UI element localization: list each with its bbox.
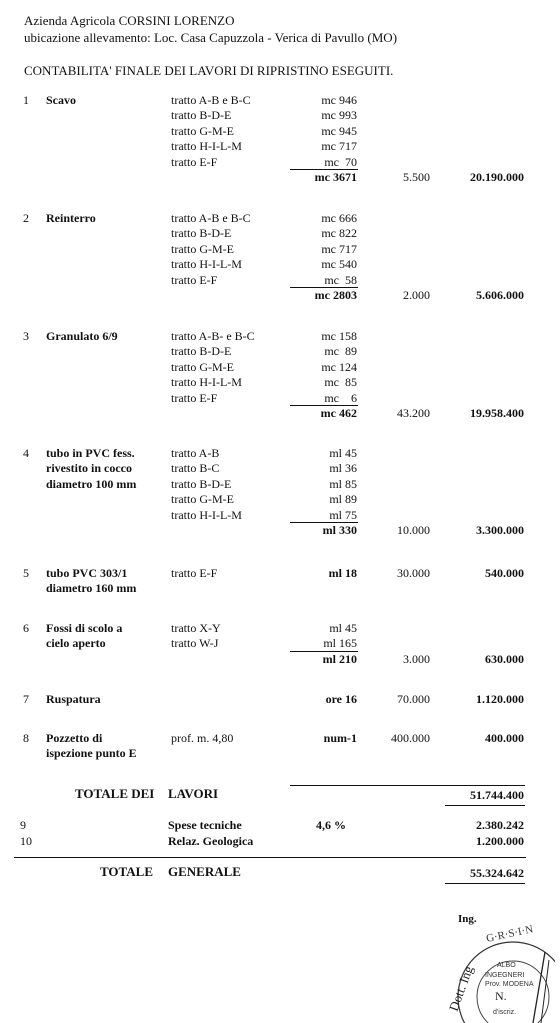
item-amount: 630.000 [485,651,524,666]
unit-price: 3.000 [403,651,430,666]
item-name: diametro 160 mm [46,581,137,596]
seal-graphic [445,912,555,1023]
section-label: tratto H-I-L-M [171,375,242,390]
section-quantity: mc 993 [321,108,357,123]
svg-text:ALBO: ALBO [497,962,516,969]
totale-generale-amount: 55.324.642 [470,866,524,880]
professional-seal-stamp [445,912,555,1023]
section-label: tratto B-C [171,461,220,476]
section-label: tratto A-B- e B-C [171,329,255,343]
item-name: cielo aperto [46,636,106,651]
section-label: tratto B-D-E [171,108,232,123]
totale-lavori-rule [290,785,525,786]
section-label: tratto E-F [171,154,218,169]
item-name: Reinterro [46,211,96,225]
section-quantity: ml 165 [323,636,357,651]
totale-lavori-label-2: LAVORI [168,786,219,801]
section-label: tratto A-B [171,446,220,460]
item-name: rivestito in cocco [46,461,132,476]
item-amount: 540.000 [485,566,524,580]
item-name: Scavo [46,93,76,107]
section-quantity: ml 45 [329,621,357,635]
unit-price: 43.200 [397,406,430,420]
unit-price: 70.000 [397,692,430,706]
svg-text:Prov. MODENA: Prov. MODENA [485,981,534,988]
item-number: 1 [23,93,29,107]
total-quantity: ore 16 [325,692,357,706]
item-number: 8 [23,731,29,745]
total-quantity: ml 18 [328,566,357,580]
section-label: tratto B-D-E [171,226,232,241]
section-quantity: ml 75 [329,507,357,522]
item-number: 5 [23,566,29,580]
section-label: tratto A-B e B-C [171,93,251,107]
section-label: tratto E-F [171,272,218,287]
total-quantity: mc 2803 [314,288,357,302]
document-title: CONTABILITA' FINALE DEI LAVORI DI RIPRISTINO ESEGUITI. [24,63,394,78]
signature-text: Ing. [458,913,477,925]
totale-generale-label-2: GENERALE [168,864,241,879]
svg-text:G·R·S·I·N: G·R·S·I·N [485,923,535,945]
item-amount: 20.190.000 [470,170,524,184]
item-number: 7 [23,692,29,706]
total-quantity: mc 3671 [314,170,357,184]
section-quantity: ml 36 [329,461,357,476]
section-quantity: ml 85 [329,476,357,491]
section-label: tratto A-B e B-C [171,211,251,225]
section-label: tratto E-F [171,566,218,580]
section-label: tratto H-I-L-M [171,139,242,154]
unit-price: 2.000 [403,288,430,302]
extra-num: 10 [20,834,32,848]
item-number: 3 [23,329,29,343]
item-number: 2 [23,211,29,225]
section-quantity: mc 58 [324,272,357,287]
item-name: tubo PVC 303/1 [46,566,128,580]
section-quantity: ml 45 [329,446,357,460]
section-quantity: mc 666 [321,211,357,225]
item-amount: 5.606.000 [476,288,524,302]
section-label: tratto B-D-E [171,344,232,359]
section-label: tratto G-M-E [171,123,234,138]
section-label: tratto X-Y [171,621,221,635]
section-label: tratto W-J [171,636,219,651]
section-quantity: mc 89 [324,344,357,359]
item-amount: 1.120.000 [476,692,524,706]
extra-amount: 2.380.242 [476,818,524,832]
section-quantity: mc 85 [324,375,357,390]
section-label: tratto G-M-E [171,359,234,374]
item-name: Ruspatura [46,692,101,706]
section-quantity: mc 717 [321,139,357,154]
svg-text:d'iscriz.: d'iscriz. [493,1009,517,1016]
section-quantity: mc 822 [321,226,357,241]
section-quantity: mc 540 [321,257,357,272]
section-quantity: mc 124 [321,359,357,374]
total-quantity: mc 462 [320,406,357,420]
extra-amount: 1.200.000 [476,834,524,848]
item-amount: 400.000 [485,731,524,745]
section-quantity: mc 946 [321,93,357,107]
totale-generale-label-1: TOTALE [100,864,153,879]
extra-percentage: 4,6 % [316,818,346,832]
item-name: Pozzetto di [46,731,103,745]
totale-generale-underline [445,883,525,884]
item-number: 6 [23,621,29,635]
svg-text:INGEGNERI: INGEGNERI [485,972,525,979]
extra-label: Relaz. Geologica [168,834,254,848]
section-label: tratto H-I-L-M [171,507,242,522]
section-label: tratto G-M-E [171,241,234,256]
extra-num: 9 [20,818,26,832]
unit-price: 10.000 [397,523,430,537]
total-quantity: num-1 [323,731,357,745]
section-quantity: ml 89 [329,492,357,507]
totale-lavori-label-1: TOTALE DEI [75,786,155,801]
total-quantity: ml 330 [322,523,357,537]
section-label: tratto B-D-E [171,476,232,491]
item-name: ispezione punto E [46,746,137,761]
unit-price: 5.500 [403,170,430,184]
section-label: tratto E-F [171,390,218,405]
grand-total-rule [14,857,526,858]
item-amount: 19.958.400 [470,406,524,420]
company-name: Azienda Agricola CORSINI LORENZO [24,13,235,28]
section-label: prof. m. 4,80 [171,731,234,745]
svg-text:Dott. Ing: Dott. Ing [445,963,476,1014]
totale-lavori-amount: 51.744.400 [470,788,524,802]
section-quantity: mc 158 [321,329,357,343]
item-amount: 3.300.000 [476,523,524,537]
svg-text:N.: N. [495,989,507,1003]
item-name: diametro 100 mm [46,476,137,491]
section-quantity: mc 6 [324,390,357,405]
totale-lavori-underline [445,805,525,806]
total-quantity: ml 210 [322,651,357,666]
section-quantity: mc 717 [321,241,357,256]
item-name: Fossi di scolo a [46,621,123,635]
section-quantity: mc 945 [321,123,357,138]
unit-price: 400.000 [391,731,430,745]
unit-price: 30.000 [397,566,430,580]
section-label: tratto H-I-L-M [171,257,242,272]
item-name: tubo in PVC fess. [46,446,135,460]
item-number: 4 [23,446,29,460]
item-name: Granulato 6/9 [46,329,118,343]
extra-label: Spese tecniche [168,818,242,832]
section-quantity: mc 70 [324,154,357,169]
farm-location: ubicazione allevamento: Loc. Casa Capuzzola - Verica di Pavullo (MO) [24,30,398,45]
section-label: tratto G-M-E [171,492,234,507]
